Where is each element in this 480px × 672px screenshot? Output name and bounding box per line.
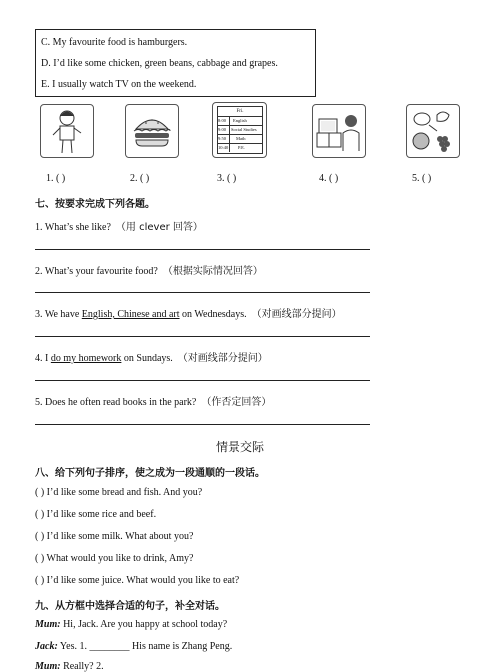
order-blank[interactable]: ( ) <box>35 531 45 542</box>
timetable-row: 10:40 P.E. <box>218 145 246 150</box>
answer-line-3[interactable] <box>35 336 370 337</box>
option-e: E. I usually watch TV on the weekend. <box>41 79 197 90</box>
watch-tv-picture <box>312 104 366 158</box>
question-5: 5. Does he often read books in the park? （作否定回答） <box>35 397 272 408</box>
order-item: ( ) I’d like some juice. What would you like to eat? <box>35 575 240 586</box>
timetable-header: Fri. <box>218 107 262 117</box>
timetable-card <box>212 102 267 158</box>
option-c: C. My favourite food is hamburgers. <box>41 37 188 48</box>
timetable-row: 9:00 Social Studies <box>218 125 262 135</box>
section9-heading: 九、从方框中选择合适的句子，补全对话。 <box>35 601 225 612</box>
answer-blank-4[interactable]: 4. ( ) <box>319 173 339 184</box>
section7-heading: 七、按要求完成下列各题。 <box>35 199 155 210</box>
order-item: ( ) I’d like some rice and beef. <box>35 509 157 520</box>
option-d: D. I’d like some chicken, green beans, cabbage and grapes. <box>41 58 278 69</box>
food-picture <box>406 104 460 158</box>
answer-line-4[interactable] <box>35 380 370 381</box>
answer-line-5[interactable] <box>35 424 370 425</box>
question-4: 4. I do my homework on Sundays. （对画线部分提问） <box>35 353 268 364</box>
answer-blank-1[interactable]: 1. ( ) <box>46 173 66 184</box>
hamburger-picture <box>125 104 179 158</box>
answer-line-1[interactable] <box>35 249 370 250</box>
question-3: 3. We have English, Chinese and art on Wednesdays. （对画线部分提问） <box>35 309 342 320</box>
order-item: ( ) What would you like to drink, Amy? <box>35 553 194 564</box>
order-blank[interactable]: ( ) <box>35 553 45 564</box>
answer-blank-5[interactable]: 5. ( ) <box>412 173 432 184</box>
timetable-row: 9:50 Math <box>218 134 262 144</box>
order-item: ( ) I’d like some milk. What about you? <box>35 531 194 542</box>
answer-blank-2[interactable]: 2. ( ) <box>130 173 150 184</box>
question-2: 2. What’s your favourite food? （根据实际情况回答） <box>35 266 263 277</box>
girl-picture <box>40 104 94 158</box>
dialogue-line: Mum: Really? 2. <box>35 661 104 672</box>
answer-line-2[interactable] <box>35 292 370 293</box>
order-blank[interactable]: ( ) <box>35 575 45 586</box>
order-blank[interactable]: ( ) <box>35 509 45 520</box>
dialogue-line: Jack: Yes. 1. ________ His name is Zhang Peng. <box>35 641 233 652</box>
options-box <box>35 29 316 97</box>
timetable-row: 8:00 English <box>218 116 262 126</box>
order-item: ( ) I’d like some bread and fish. And you? <box>35 487 203 498</box>
section8-heading: 八、给下列句子排序，使之成为一段通顺的一段话。 <box>35 468 265 479</box>
answer-blank-3[interactable]: 3. ( ) <box>217 173 237 184</box>
dialogue-line: Mum: Hi, Jack. Are you happy at school today? <box>35 619 228 630</box>
section-title: 情景交际 <box>215 440 264 454</box>
timetable-grid <box>217 106 263 154</box>
question-1: 1. What’s she like? （用 clever 回答） <box>35 222 203 233</box>
order-blank[interactable]: ( ) <box>35 487 45 498</box>
